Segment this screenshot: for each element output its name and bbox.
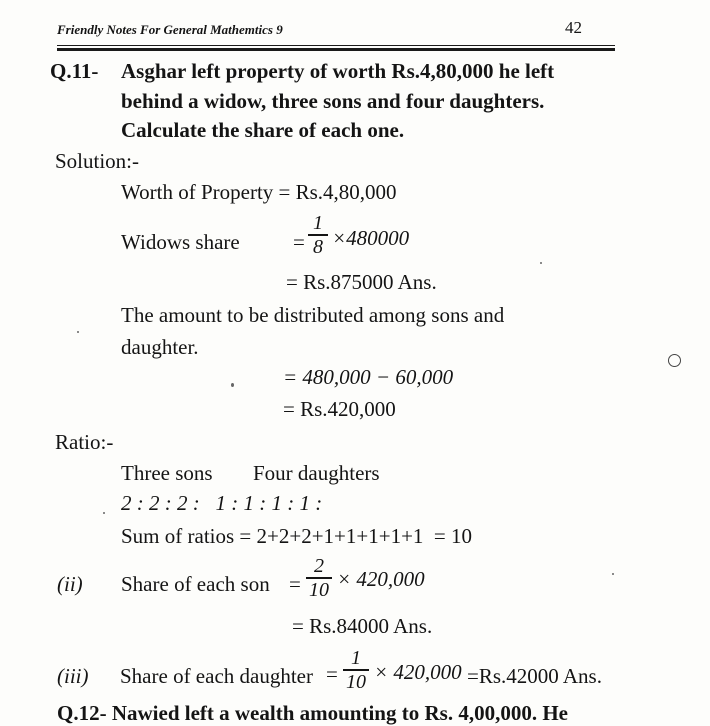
question-line-1: Asghar left property of worth Rs.4,80,000 he left: [121, 59, 555, 83]
ratio-heading: Ratio:-: [55, 430, 114, 454]
running-header: Friendly Notes For General Mathemtics 9: [57, 22, 283, 37]
widow-equals: =: [293, 230, 305, 254]
scan-speck: [77, 331, 79, 333]
son-denominator: 10: [309, 578, 329, 601]
part-iii-equals: =: [326, 662, 338, 686]
daughter-fraction: [343, 648, 369, 692]
sum-of-ratios: Sum of ratios = 2+2+2+1+1+1+1+1 = 10: [121, 524, 473, 548]
distributed-line-2: daughter.: [121, 335, 199, 359]
next-question-fragment: Q.12- Nawied left a wealth amounting to Rs. 4,00,000. He: [57, 701, 568, 725]
page-number: 42: [565, 18, 582, 37]
son-fraction: [306, 556, 332, 600]
widow-multiplier: ×480000: [332, 226, 410, 250]
widow-fraction: [308, 213, 328, 257]
header-rule-thin: [57, 45, 615, 46]
widow-numerator: 1: [313, 212, 323, 234]
solution-heading: Solution:-: [55, 149, 140, 173]
scan-speck: [231, 383, 234, 387]
scan-speck: [103, 512, 105, 514]
daughters-label: Four daughters: [253, 461, 380, 485]
question-line-2: behind a widow, three sons and four daughters.: [121, 89, 545, 113]
part-iii-text: Share of each daughter: [120, 664, 313, 688]
widow-denominator: 8: [313, 235, 323, 258]
property-line: Worth of Property = Rs.4,80,000: [121, 180, 397, 204]
part-iii-multiplier: × 420,000: [374, 660, 462, 684]
part-ii-multiplier: × 420,000: [337, 567, 425, 591]
question-label: Q.11-: [50, 59, 99, 83]
daughter-numerator: 1: [351, 647, 361, 669]
widow-answer: = Rs.875000 Ans.: [286, 270, 437, 294]
sons-label: Three sons: [121, 461, 213, 485]
part-ii-answer: = Rs.84000 Ans.: [292, 614, 433, 638]
question-line-3: Calculate the share of each one.: [121, 118, 405, 142]
son-numerator: 2: [314, 555, 324, 577]
subtract-line: = 480,000 − 60,000: [283, 365, 454, 389]
part-iii-label: (iii): [57, 664, 89, 688]
header-rule-thick: [57, 48, 615, 51]
distributed-line-1: The amount to be distributed among sons and: [121, 303, 505, 327]
part-ii-equals: =: [289, 572, 301, 596]
scan-speck: [540, 262, 542, 264]
remainder-line: = Rs.420,000: [283, 397, 396, 421]
part-ii-text: Share of each son: [121, 572, 270, 596]
ratio-line: 2 : 2 : 2 : 1 : 1 : 1 : 1 :: [121, 491, 323, 515]
part-iii-answer: =Rs.42000 Ans.: [467, 664, 602, 688]
daughter-denominator: 10: [346, 670, 366, 693]
scan-artifact-circle: [668, 354, 681, 367]
scan-speck: [612, 573, 614, 575]
widow-label: Widows share: [121, 230, 240, 254]
part-ii-label: (ii): [57, 572, 83, 596]
